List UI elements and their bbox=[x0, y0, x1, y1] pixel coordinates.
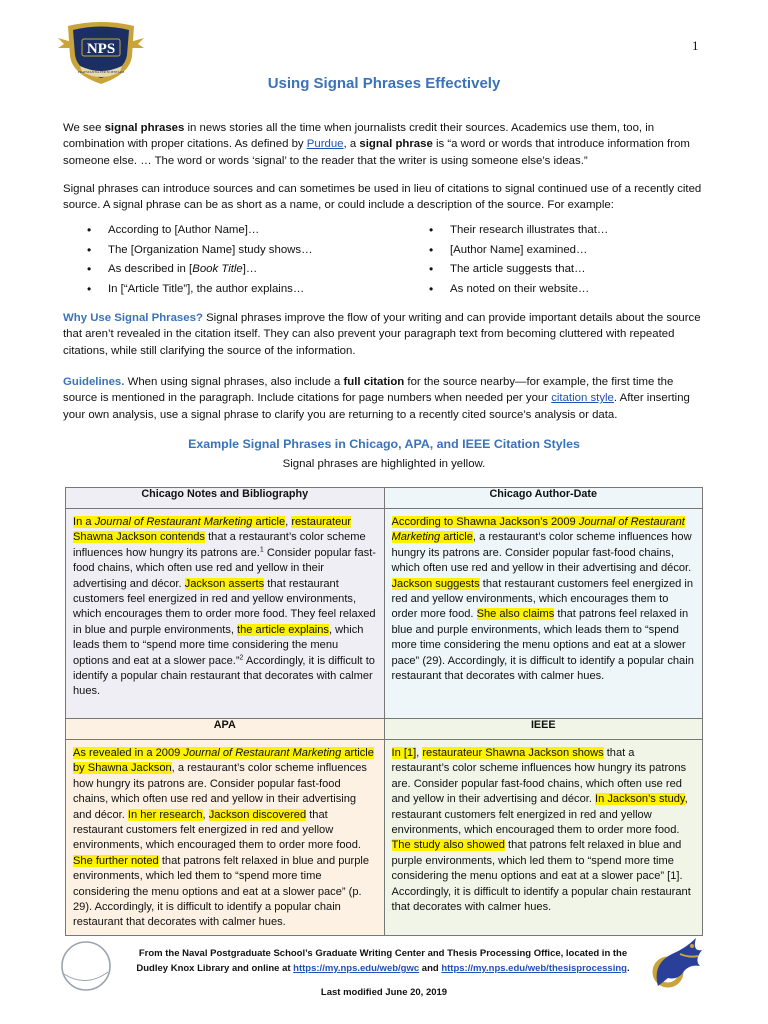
examples-subtitle: Signal phrases are highlighted in yellow. bbox=[282, 458, 486, 470]
signal-phrase-highlight: Journal of Restaurant Marketing bbox=[94, 516, 253, 528]
page-title: Using Signal Phrases Effectively bbox=[267, 75, 501, 92]
intro-text: is “a word or words that introduce information from someone else. … The word or words ‘signal’ to the reader that the writer is using someone else’s ideas.” bbox=[63, 138, 690, 167]
intro-text: in news stories all the time when journalists credit their sources. Academics use them, too, in combination with proper citations. As defined by bbox=[63, 122, 655, 151]
bullet-list-left bbox=[82, 221, 402, 299]
signal-phrase-highlight: restaurateur Shawna Jackson shows bbox=[422, 747, 604, 759]
svg-text:PRAESTANTIA PER SCIENTIAM: PRAESTANTIA PER SCIENTIAM bbox=[77, 70, 125, 74]
examples-table bbox=[65, 487, 703, 936]
footnote-marker: 2 bbox=[239, 653, 244, 661]
signal-phrase-highlight: Jackson discovered bbox=[208, 808, 307, 821]
example-text-run: , bbox=[202, 808, 209, 821]
cell-ieee bbox=[384, 740, 703, 936]
signal-phrase-highlight: According to Shawna Jackson’s 2009 bbox=[391, 516, 579, 528]
example-text-run: that restaurant customers felt energized in red and yellow environments, which encouraged them to order more food. bbox=[73, 808, 361, 852]
signal-phrase-highlight: In her research bbox=[127, 808, 203, 821]
signal-phrase-highlight: article bbox=[252, 516, 286, 528]
header-chicago-notes: Chicago Notes and Bibliography bbox=[66, 488, 385, 509]
example-text-run: Accordingly, it is difficult to identify a popular chain restaurant that decorates with calmer hues. bbox=[73, 654, 375, 698]
list-item: • As noted on their website… bbox=[424, 280, 704, 300]
example-text-run: , which leads them to “spend more time considering the menu options and eat at a slower pace.” bbox=[73, 623, 364, 667]
last-modified: Last modified June 20, 2019 bbox=[320, 987, 448, 998]
thesis-processing-link[interactable]: https://my.nps.edu/web/thesisprocessing bbox=[441, 963, 627, 974]
signal-phrase-highlight: In [1] bbox=[391, 747, 417, 759]
example-text-run: , bbox=[285, 516, 292, 528]
example-text-run: that patrons felt relaxed in blue and purple environments, which led them to “spend more time considering the menu options and eat at a slower pace” (p. 29). Accordingly, it is difficult to identify a popular chain restaurant that decorates with calmer hues. bbox=[73, 854, 370, 929]
example-text-run: that patrons feel relaxed in blue and purple environments, which leads them to “spend more time considering the menu options and eat at a slower pace” (29). Accordingly, it is difficult to identify a popular chain restaurant that decorates with calmer hues. bbox=[391, 608, 694, 683]
example-text-run: , a restaurant’s color scheme influences how hungry its patrons are. Consider popular fast-food chains, which often use red and yellow in their advertising and décor. bbox=[73, 762, 367, 821]
intro-text: We see bbox=[63, 122, 105, 134]
example-text-run: , a restaurant’s color scheme influences how hungry its patrons are. Consider popular fast-food chains, which often use red and yellow in their advertising and décor. bbox=[391, 531, 692, 575]
example-text bbox=[73, 746, 377, 931]
list-item: • The [Organization Name] study shows… bbox=[82, 241, 402, 261]
footnote-marker: 1 bbox=[259, 546, 264, 554]
why-paragraph: Why Use Signal Phrases? Signal phrases improve the flow of your writing and can provide important details about the source that aren’t revealed in the citation itself. They can also prevent your paragraph text from becoming cluttered with repeated citations, while still clarifying the source of the information. bbox=[63, 312, 701, 357]
intro-section bbox=[63, 120, 707, 213]
list-item: • In [“Article Title”], the author explains… bbox=[82, 280, 402, 300]
guidelines-section bbox=[63, 374, 707, 423]
example-text-run: that a restaurant’s color scheme influences how hungry its patrons are. bbox=[73, 531, 366, 559]
signal-phrase-highlight: Journal of Restaurant Marketing bbox=[183, 747, 342, 759]
example-text-run: that restaurant customers feel energized in red and yellow environments, which encourages them to order more food. bbox=[391, 577, 694, 621]
example-text bbox=[392, 515, 696, 684]
cell-chicago-author-date bbox=[384, 509, 703, 719]
example-text-run: that a restaurant’s color scheme influences how hungry its patrons are. Consider popular fast-food chains, which often use red and yellow in their advertising and décor. bbox=[391, 747, 687, 806]
example-text-run: that patrons felt relaxed in blue and purple environments, which led them to “spend more time considering the menu options and eat at a slower pace” [1]. Accordingly, it is difficult to identify a popular chain restaurant that decorates with calmer hues. bbox=[391, 839, 691, 914]
intro-paragraph bbox=[63, 120, 707, 169]
list-item: • Their research illustrates that… bbox=[424, 221, 704, 241]
example-text-run: Consider popular fast-food chains, which often use red and yellow in their advertising and décor. bbox=[73, 546, 376, 590]
svg-text:NPS: NPS bbox=[86, 41, 116, 57]
signal-phrase-highlight: In a bbox=[73, 516, 95, 528]
cell-chicago-notes bbox=[66, 509, 385, 719]
list-item: • As described in [Book Title]… bbox=[82, 260, 402, 280]
signal-phrase-highlight: She further noted bbox=[73, 854, 159, 867]
guidelines-heading: Guidelines. bbox=[63, 376, 125, 388]
gwc-link[interactable]: https://my.nps.edu/web/gwc bbox=[293, 963, 420, 974]
page-number: 1 bbox=[692, 38, 699, 53]
signal-phrase-highlight: restaurateur Shawna Jackson contends bbox=[73, 516, 352, 544]
term-full-citation: full citation bbox=[343, 376, 405, 388]
signal-phrase-highlight: Jackson asserts bbox=[184, 577, 265, 590]
term-signal-phrase: signal phrase bbox=[359, 138, 433, 151]
signal-phrase-highlight: As revealed in a 2009 bbox=[73, 747, 184, 759]
signal-phrase-highlight: The study also showed bbox=[391, 839, 505, 852]
purdue-link[interactable]: Purdue bbox=[306, 138, 344, 151]
examples-heading: Example Signal Phrases in Chicago, APA, and IEEE Citation Styles bbox=[188, 437, 580, 451]
examples-intro-paragraph: Signal phrases can introduce sources and can sometimes be used in lieu of citations to signal continued use of a recently cited source. A signal phrase can be as short as a name, or could include a description of the source. For example: bbox=[63, 182, 702, 212]
citation-style-link[interactable]: citation style bbox=[551, 392, 614, 405]
signal-phrase-highlight: Journal of Restaurant Marketing bbox=[391, 516, 685, 544]
list-item: • The article suggests that… bbox=[424, 260, 704, 280]
header-chicago-author-date: Chicago Author-Date bbox=[384, 488, 703, 509]
guidelines-paragraph: Guidelines. When using signal phrases, also include a full citation for the source nearby—for example, the first time the source is mentioned in the paragraph. Include citations for page numbers when needed per your citation style. After inserting your own analysis, use a signal phrase to clarify you are returning to a recently cited source’s analysis or data. bbox=[63, 376, 690, 421]
list-item: • [Author Name] examined… bbox=[424, 241, 704, 261]
example-text-run: , bbox=[416, 747, 423, 759]
example-text-run: that restaurant customers feel energized in red and yellow environments, which encourages them to order more food. They feel relaxed in blue and purple environments, bbox=[73, 577, 376, 636]
why-section bbox=[63, 310, 707, 359]
cell-apa bbox=[66, 740, 385, 936]
signal-phrase-highlight: She also claims bbox=[476, 608, 555, 621]
example-text-run: , restaurant customers felt energized in red and yellow environments, which encouraged them to order more food. bbox=[391, 793, 688, 837]
list-item: • According to [Author Name]… bbox=[82, 221, 402, 241]
example-text bbox=[392, 746, 696, 915]
signal-phrase-highlight: Jackson suggests bbox=[391, 577, 480, 590]
header-ieee: IEEE bbox=[384, 719, 703, 740]
signal-phrase-highlight: article bbox=[440, 531, 473, 544]
signal-phrase-highlight: In Jackson’s study bbox=[595, 793, 685, 806]
footer-text: From the Naval Postgraduate School’s Graduate Writing Center and Thesis Processing Office, located in the Dudley Knox Library and online at https://my.nps.edu/web/gwc and https://my.nps.edu/web/thesisprocessing. bbox=[136, 948, 630, 974]
signal-phrase-highlight: the article explains bbox=[237, 623, 329, 636]
term-signal-phrases: signal phrases bbox=[104, 122, 185, 134]
header-apa: APA bbox=[66, 719, 385, 740]
signal-phrase-highlight: article by Shawna Jackson bbox=[73, 747, 374, 775]
why-heading: Why Use Signal Phrases? bbox=[63, 312, 203, 324]
bullet-list-right bbox=[424, 221, 704, 299]
example-text bbox=[73, 515, 377, 700]
intro-text: , a bbox=[343, 138, 360, 151]
